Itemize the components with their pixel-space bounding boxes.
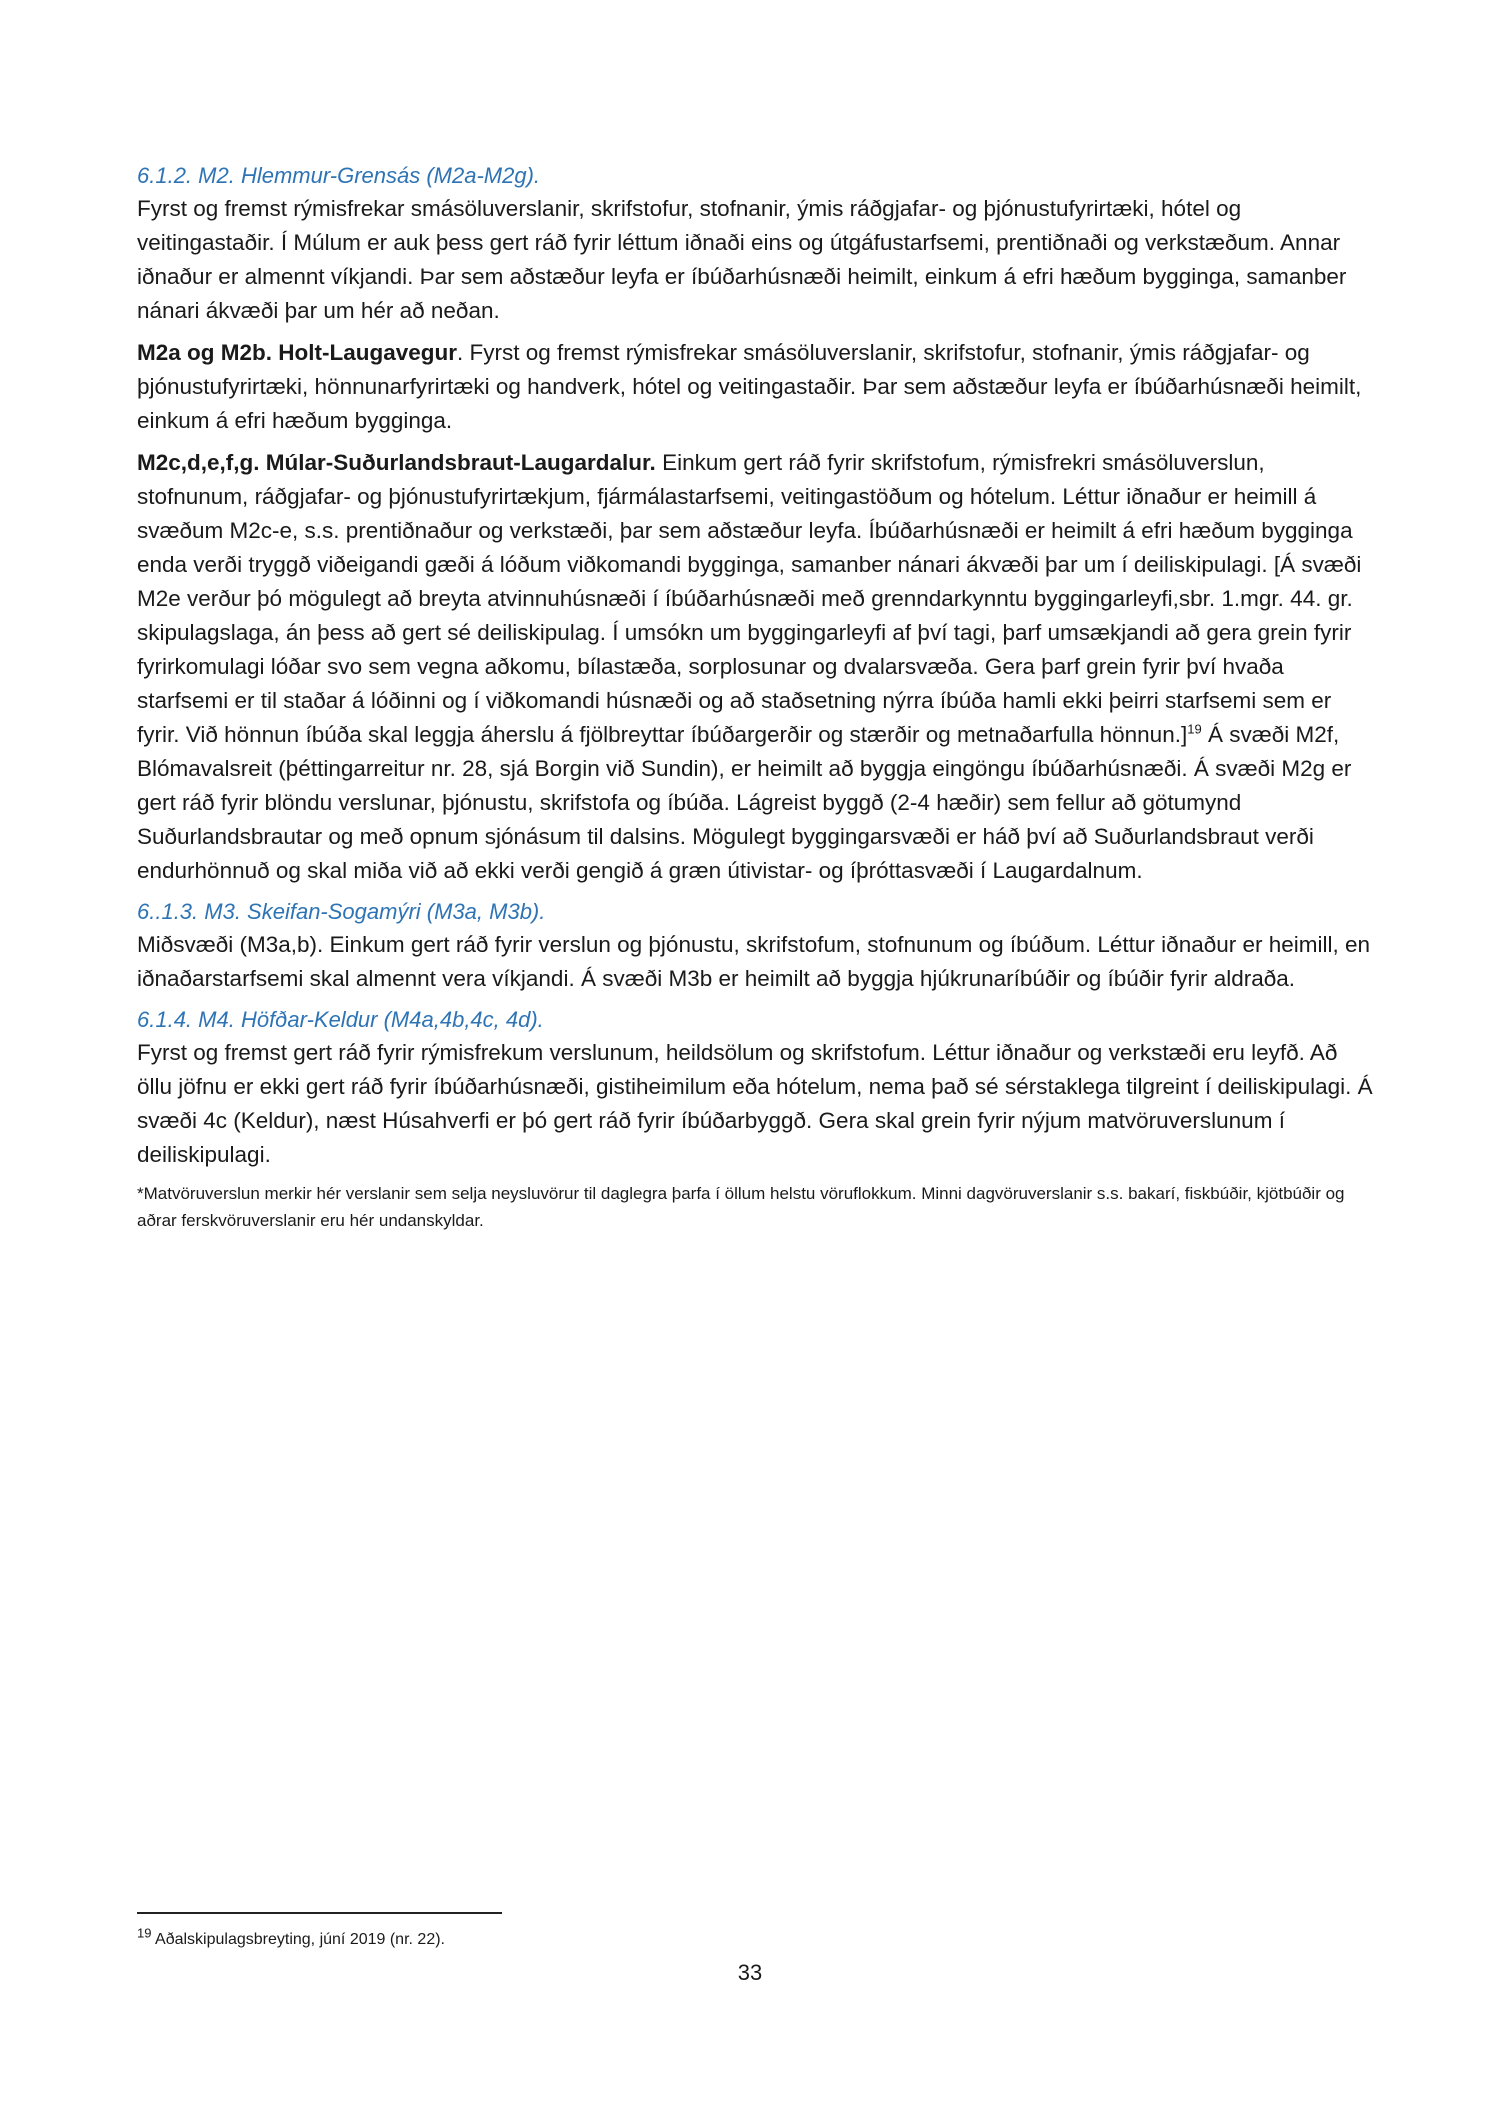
m2cg-label: M2c,d,e,f,g. Múlar-Suðurlandsbraut-Laugardalur. [137,450,656,475]
asterisk-note: *Matvöruverslun merkir hér verslanir sem selja neysluvörur til daglegra þarfa í öllum helstu vöruflokkum. Minni dagvöruverslanir s.s. bakarí, fiskbúðir, kjötbúðir og aðrar ferskvöruverslanir eru hér undanskyldar. [137,1184,1345,1230]
section-heading-m4: 6.1.4. M4. Höfðar-Keldur (M4a,4b,4c, 4d). [137,1007,544,1032]
m2ab-label: M2a og M2b. Holt-Laugavegur [137,340,458,365]
paragraph-m4: Fyrst og fremst gert ráð fyrir rýmisfrekum verslunum, heildsölum og skrifstofum. Léttur iðnaður og verkstæði eru leyfð. Að öllu jöfnu er ekki gert ráð fyrir íbúðarhúsnæði, gistiheimilum eða hótelum, nema það sé sérstaklega tilgreint í deiliskipulagi. Á svæði 4c (Keldur), næst Húsahverfi er þó gert ráð fyrir íbúðarbyggð. Gera skal grein fyrir nýjum matvöruverslunum í deiliskipulagi. [137,1040,1373,1167]
footnote-divider [137,1912,502,1914]
paragraph-m3: Miðsvæði (M3a,b). Einkum gert ráð fyrir verslun og þjónustu, skrifstofum, stofnunum og íbúðum. Léttur iðnaður er heimill, en iðnaðarstarfsemi skal almennt vera víkjandi. Á svæði M3b er heimilt að byggja hjúkrunaríbúðir og íbúðir fyrir aldraða. [137,932,1371,991]
footnote [137,1925,445,1952]
paragraph-m2-intro: Fyrst og fremst rýmisfrekar smásöluverslanir, skrifstofur, stofnanir, ýmis ráðgjafar- og þjónustufyrirtæki, hótel og veitingastaðir. Í Múlum er auk þess gert ráð fyrir léttum iðnaði eins og útgáfustarfsemi, prentiðnaði og verkstæðum. Annar iðnaður er almennt víkjandi. Þar sem aðstæður leyfa er íbúðarhúsnæði heimilt, einkum á efri hæðum bygginga, samanber nánari ákvæði þar um hér að neðan. [137,196,1347,323]
m2cg-text-a: Einkum gert ráð fyrir skrifstofum, rýmisfrekri smásöluverslun, stofnunum, ráðgjafar- og þjónustufyrirtækjum, fjármálastarfsemi, veitingastöðum og hótelum. Léttur iðnaður er heimill á svæðum M2c-e, s.s. prentiðnaður og verkstæði, þar sem aðstæður leyfa. Íbúðarhúsnæði er heimilt á efri hæðum bygginga enda verði tryggð viðeigandi gæði á lóðum viðkomandi bygginga, samanber nánari ákvæði þar um í deiliskipulagi. [Á svæði M2e verður þó mögulegt að breyta atvinnuhúsnæði í íbúðarhúsnæði með grenndarkynntu byggingarleyfi,sbr. 1.mgr. 44. gr. skipulagslaga, án þess að gert sé deiliskipulag. Í umsókn um byggingarleyfi af því tagi, þarf umsækjandi að gera grein fyrir fyrirkomulagi lóðar svo sem vegna aðkomu, bílastæða, sorplosunar og dvalarsvæða. Gera þarf grein fyrir því hvaða starfsemi er til staðar á lóðinni og í viðkomandi húsnæði og að staðsetning nýrra íbúða hamli ekki þeirri starfsemi sem er fyrir. Við hönnun íbúða skal leggja áherslu á fjölbreyttar íbúðargerðir og stærðir og metnaðarfulla hönnun.] [137,450,1362,747]
section-heading-m2: 6.1.2. M2. Hlemmur-Grensás (M2a-M2g). [137,163,541,188]
footnote-reference[interactable]: 19 [1187,721,1202,737]
page-content [137,160,1377,1234]
footnote-text: Aðalskipulagsbreyting, júní 2019 (nr. 22). [151,1931,445,1948]
section-heading-m3: 6..1.3. M3. Skeifan-Sogamýri (M3a, M3b). [137,899,546,924]
footnote-number: 19 [137,1925,152,1941]
paragraph-m2cg [137,446,1377,888]
page-number: 33 [737,1960,763,1985]
m2ab-text: . Fyrst og fremst rýmisfrekar smásöluverslanir, skrifstofur, stofnanir, ýmis ráðgjafar- og þjónustufyrirtæki, hönnunarfyrirtæki og handverk, hótel og veitingastaðir. Þar sem aðstæður leyfa er íbúðarhúsnæði heimilt, einkum á efri hæðum bygginga. [137,340,1362,433]
paragraph-m2ab [137,336,1377,438]
m2cg-text-b: Á svæði M2f, Blómavalsreit (þéttingarreitur nr. 28, sjá Borgin við Sundin), er heimilt að byggja eingöngu íbúðarhúsnæði. Á svæði M2g er gert ráð fyrir blöndu verslunar, þjónustu, skrifstofa og íbúða. Lágreist byggð (2-4 hæðir) sem fellur að götumynd Suðurlandsbrautar og með opnum sjónásum til dalsins. Mögulegt byggingarsvæði er háð því að Suðurlandsbraut verði endurhönnuð og skal miða við að ekki verði gengið á græn útivistar- og íþróttasvæði í Laugardalnum. [137,722,1352,883]
